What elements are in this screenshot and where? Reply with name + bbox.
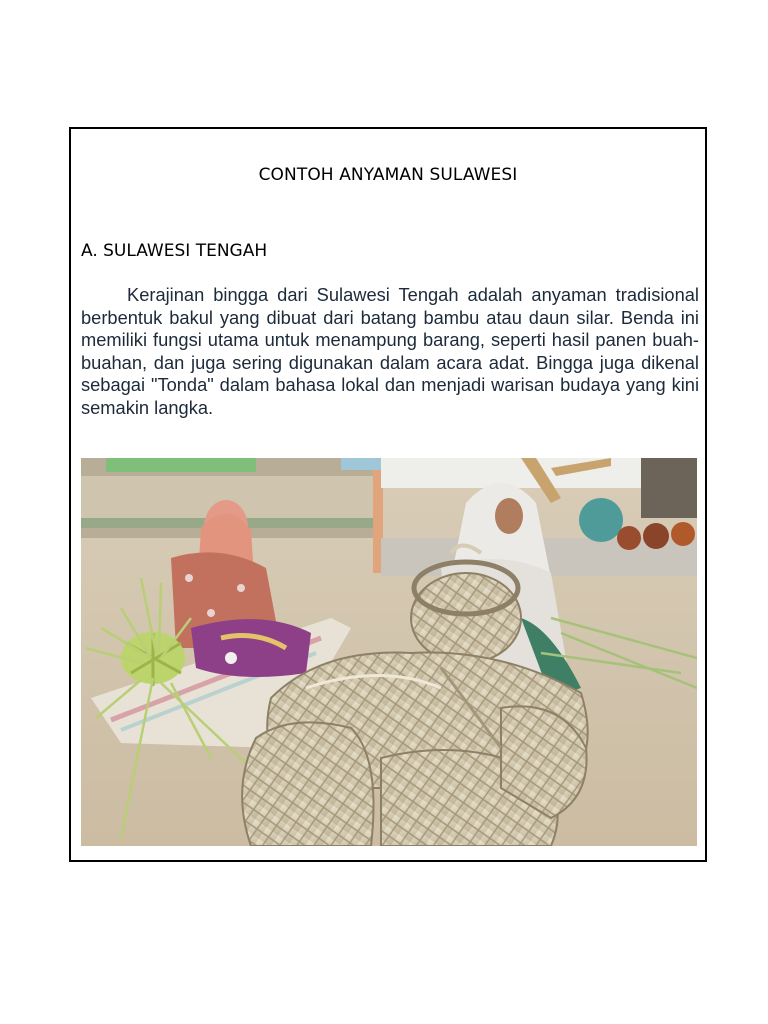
- document-frame: [69, 127, 707, 862]
- weaving-photo: [81, 458, 697, 846]
- body-paragraph: Kerajinan bingga dari Sulawesi Tengah adalah anyaman tradisional berbentuk bakul yang dibuat dari batang bambu atau daun silar. Benda ini memiliki fungsi utama untuk menampung barang, seperti hasil panen buah-buahan, dan juga sering digunakan dalam acara adat. Bingga juga dikenal sebagai "Tonda" dalam bahasa lokal dan menjadi warisan budaya yang kini semakin langka.: [81, 284, 699, 418]
- document-title: CONTOH ANYAMAN SULAWESI: [258, 165, 518, 185]
- section-heading: A. SULAWESI TENGAH: [81, 241, 268, 261]
